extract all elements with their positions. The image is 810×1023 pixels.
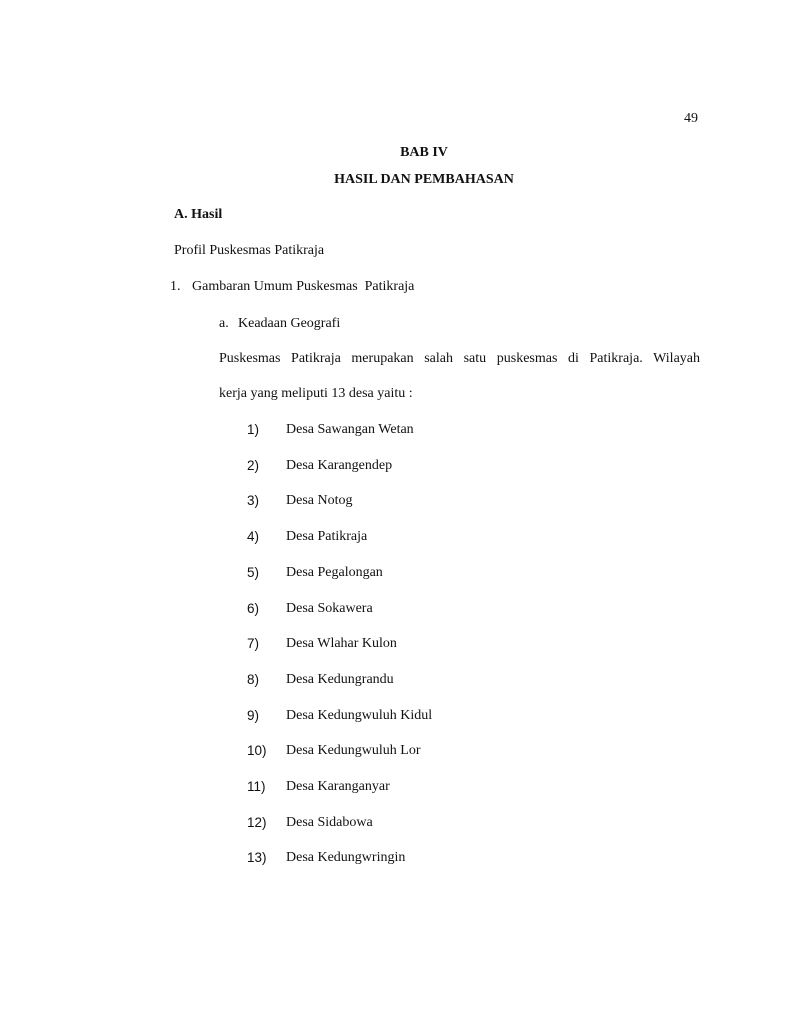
village-number: 6) [247,600,260,616]
village-name: Desa Karanganyar [286,779,390,794]
village-list-item [247,529,367,549]
village-number: 7) [247,636,260,652]
village-list-item [247,779,390,799]
paragraph-line-2: kerja yang meliputi 13 desa yaitu : [219,386,413,401]
village-name: Desa Sawangan Wetan [286,422,414,437]
list-item-number: 1. [170,279,181,294]
village-number: 11) [247,779,266,794]
village-name: Desa Wlahar Kulon [286,636,397,652]
village-list-item [247,815,373,835]
village-number: 5) [247,564,260,580]
chapter-number: BAB IV [400,145,448,160]
village-number: 10) [247,743,267,759]
village-number: 2) [247,457,260,473]
village-list-item [247,743,421,763]
chapter-title: HASIL DAN PEMBAHASAN [334,172,514,187]
village-list-item [247,601,373,621]
village-number: 13) [247,850,267,866]
village-list-item [247,493,353,513]
village-number: 3) [247,493,260,509]
village-number: 1) [247,422,260,437]
village-name: Desa Sokawera [286,600,373,616]
page-number: 49 [684,111,698,126]
list-item-letter: a. [219,316,229,331]
list-item-gambaran-umum [170,279,414,295]
village-list-item [247,422,414,442]
village-list-item [247,565,383,585]
list-item-text: Keadaan Geografi [238,316,341,331]
section-heading: A. Hasil [174,207,223,222]
section-subheading: Profil Puskesmas Patikraja [174,243,325,258]
village-list-item [247,850,405,870]
village-list-item [247,458,392,478]
list-item-text: Gambaran Umum Puskesmas Patikraja [192,279,415,294]
village-name: Desa Karangendep [286,457,393,473]
village-number: 9) [247,707,260,723]
village-name: Desa Kedungwuluh Lor [286,743,421,759]
village-number: 12) [247,814,267,830]
village-list-item [247,672,394,692]
village-name: Desa Pegalongan [286,564,383,580]
village-name: Desa Notog [286,493,353,509]
list-item-keadaan-geografi [219,316,340,332]
village-number: 8) [247,671,260,687]
village-name: Desa Kedungwringin [286,850,406,866]
village-name: Desa Sidabowa [286,814,373,830]
village-name: Desa Kedungwuluh Kidul [286,707,433,723]
paragraph-line-1: Puskesmas Patikraja merupakan salah satu puskesmas di Patikraja. Wilayah [219,351,700,366]
village-list-item [247,708,432,728]
village-name: Desa Patikraja [286,529,368,545]
village-list-item [247,636,397,656]
village-number: 4) [247,529,260,545]
village-name: Desa Kedungrandu [286,671,394,687]
